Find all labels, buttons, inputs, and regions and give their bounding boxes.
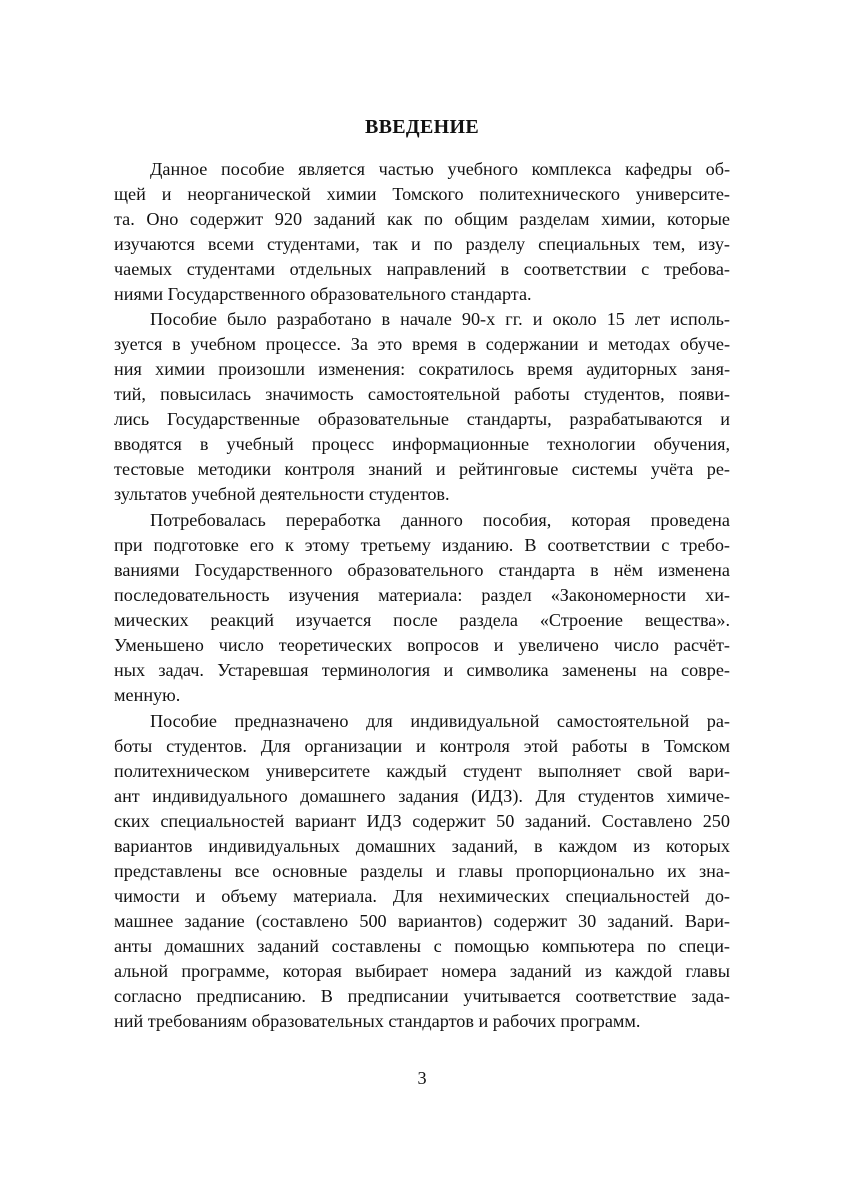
- paragraph-3-line-1: Потребовалась переработка данного пособия, которая проведена: [150, 510, 730, 530]
- paragraph-1-line-4: изучаются всеми студентами, так и по разделу специальных тем, изу-: [114, 234, 730, 254]
- paragraph-3-line-3: ваниями Государственного образовательного стандарта в нём изменена: [114, 560, 730, 580]
- paragraph-4-line-13: ний требованиям образовательных стандартов и рабочих программ.: [114, 1011, 641, 1031]
- paragraph-4-line-4: ант индивидуального домашнего задания (ИДЗ). Для студентов химиче-: [114, 786, 730, 806]
- paragraph-2-line-8: зультатов учебной деятельности студентов.: [114, 484, 450, 504]
- paragraph-3-line-5: мических реакций изучается после раздела «Строение вещества».: [114, 610, 730, 630]
- paragraph-2-line-2: зуется в учебном процессе. За это время в содержании и методах обуче-: [114, 334, 730, 354]
- page-number: 3: [417, 1068, 427, 1088]
- paragraph-1-line-1: Данное пособие является частью учебного комплекса кафедры об-: [150, 159, 730, 179]
- paragraph-4-line-6: вариантов индивидуальных домашних заданий, в каждом из которых: [114, 836, 730, 856]
- paragraph-1-line-5: чаемых студентами отдельных направлений в соответствии с требова-: [114, 259, 730, 279]
- paragraph-2-line-3: ния химии произошли изменения: сократилось время аудиторных заня-: [114, 359, 730, 379]
- paragraph-2-line-5: лись Государственные образовательные стандарты, разрабатываются и: [114, 409, 730, 429]
- paragraph-1-line-2: щей и неорганической химии Томского политехнического университе-: [114, 184, 730, 204]
- paragraph-3-line-2: при подготовке его к этому третьему изданию. В соответствии с требо-: [114, 535, 730, 555]
- paragraph-4-line-1: Пособие предназначено для индивидуальной самостоятельной ра-: [150, 711, 730, 731]
- paragraph-4-line-3: политехническом университете каждый студент выполняет свой вари-: [114, 761, 730, 781]
- paragraph-3-line-7: ных задач. Устаревшая терминология и символика заменены на совре-: [114, 660, 730, 680]
- paragraph-3-line-4: последовательность изучения материала: раздел «Закономерности хи-: [114, 585, 730, 605]
- paragraph-4-line-2: боты студентов. Для организации и контроля этой работы в Томском: [114, 736, 730, 756]
- paragraph-4-line-10: анты домашних заданий составлены с помощью компьютера по специ-: [114, 936, 730, 956]
- paragraph-4-line-9: машнее задание (составлено 500 вариантов) содержит 30 заданий. Вари-: [114, 911, 730, 931]
- paragraph-1-line-6: ниями Государственного образовательного стандарта.: [114, 284, 532, 304]
- paragraph-2-line-6: вводятся в учебный процесс информационные технологии обучения,: [114, 434, 730, 454]
- paragraph-2-line-7: тестовые методики контроля знаний и рейтинговые системы учёта ре-: [114, 459, 730, 479]
- page-title: ВВЕДЕНИЕ: [365, 116, 479, 138]
- paragraph-3-line-8: менную.: [114, 685, 181, 705]
- paragraph-1-line-3: та. Оно содержит 920 заданий как по общим разделам химии, которые: [114, 209, 730, 229]
- paragraph-4-line-8: чимости и объему материала. Для нехимических специальностей до-: [114, 886, 730, 906]
- paragraph-2-line-1: Пособие было разработано в начале 90-х гг. и около 15 лет исполь-: [150, 309, 730, 329]
- paragraph-2-line-4: тий, повысилась значимость самостоятельной работы студентов, появи-: [114, 384, 730, 404]
- paragraph-3-line-6: Уменьшено число теоретических вопросов и увеличено число расчёт-: [114, 635, 730, 655]
- paragraph-4-line-12: согласно предписанию. В предписании учитывается соответствие зада-: [114, 986, 730, 1006]
- paragraph-4-line-11: альной программе, которая выбирает номера заданий из каждой главы: [114, 961, 730, 981]
- paragraph-4-line-5: ских специальностей вариант ИДЗ содержит 50 заданий. Составлено 250: [114, 811, 730, 831]
- paragraph-4-line-7: представлены все основные разделы и главы пропорционально их зна-: [114, 861, 730, 881]
